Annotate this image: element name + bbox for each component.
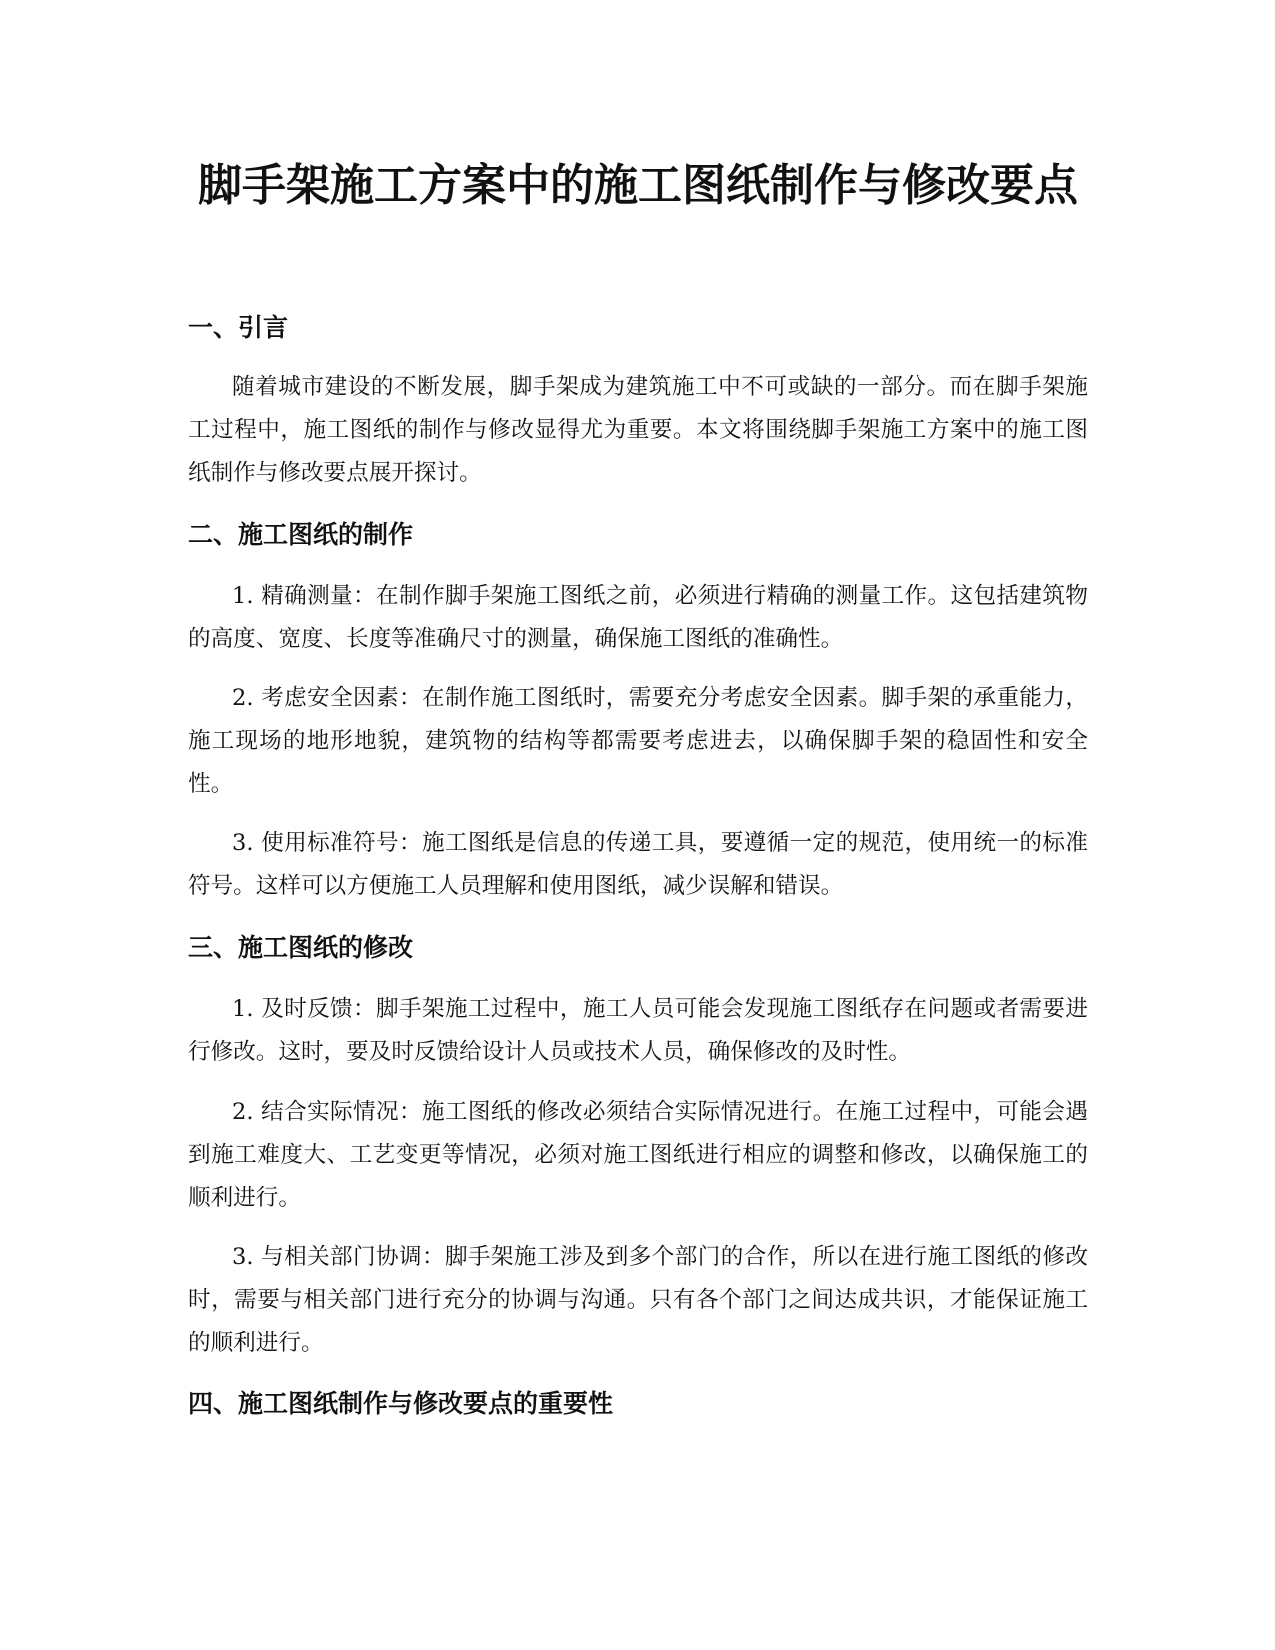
- section-heading-drawing-production: 二、施工图纸的制作: [188, 520, 414, 549]
- section-heading-importance: 四、施工图纸制作与修改要点的重要性: [188, 1389, 614, 1418]
- paragraph-actual-situation: 2. 结合实际情况：施工图纸的修改必须结合实际情况进行。在施工过程中，可能会遇到施工难度大、工艺变更等情况，必须对施工图纸进行相应的调整和修改，以确保施工的顺利进行。: [188, 1099, 1088, 1211]
- paragraph-precise-measurement: 1. 精确测量：在制作脚手架施工图纸之前，必须进行精确的测量工作。这包括建筑物的高度、宽度、长度等准确尺寸的测量，确保施工图纸的准确性。: [188, 583, 1088, 652]
- section-heading-intro: 一、引言: [188, 313, 289, 342]
- document-title: 脚手架施工方案中的施工图纸制作与修改要点: [198, 160, 1078, 211]
- paragraph-safety-factors: 2. 考虑安全因素：在制作施工图纸时，需要充分考虑安全因素。脚手架的承重能力，施工现场的地形地貌，建筑物的结构等都需要考虑进去，以确保脚手架的稳固性和安全性。: [188, 685, 1088, 797]
- paragraph-intro: 随着城市建设的不断发展，脚手架成为建筑施工中不可或缺的一部分。而在脚手架施工过程中，施工图纸的制作与修改显得尤为重要。本文将围绕脚手架施工方案中的施工图纸制作与修改要点展开探讨。: [188, 374, 1088, 486]
- section-heading-drawing-revision: 三、施工图纸的修改: [188, 933, 414, 962]
- paragraph-standard-symbols: 3. 使用标准符号：施工图纸是信息的传递工具，要遵循一定的规范，使用统一的标准符号。这样可以方便施工人员理解和使用图纸，减少误解和错误。: [188, 830, 1088, 899]
- paragraph-department-coordination: 3. 与相关部门协调：脚手架施工涉及到多个部门的合作，所以在进行施工图纸的修改时，需要与相关部门进行充分的协调与沟通。只有各个部门之间达成共识，才能保证施工的顺利进行。: [188, 1244, 1088, 1356]
- paragraph-timely-feedback: 1. 及时反馈：脚手架施工过程中，施工人员可能会发现施工图纸存在问题或者需要进行修改。这时，要及时反馈给设计人员或技术人员，确保修改的及时性。: [188, 996, 1088, 1065]
